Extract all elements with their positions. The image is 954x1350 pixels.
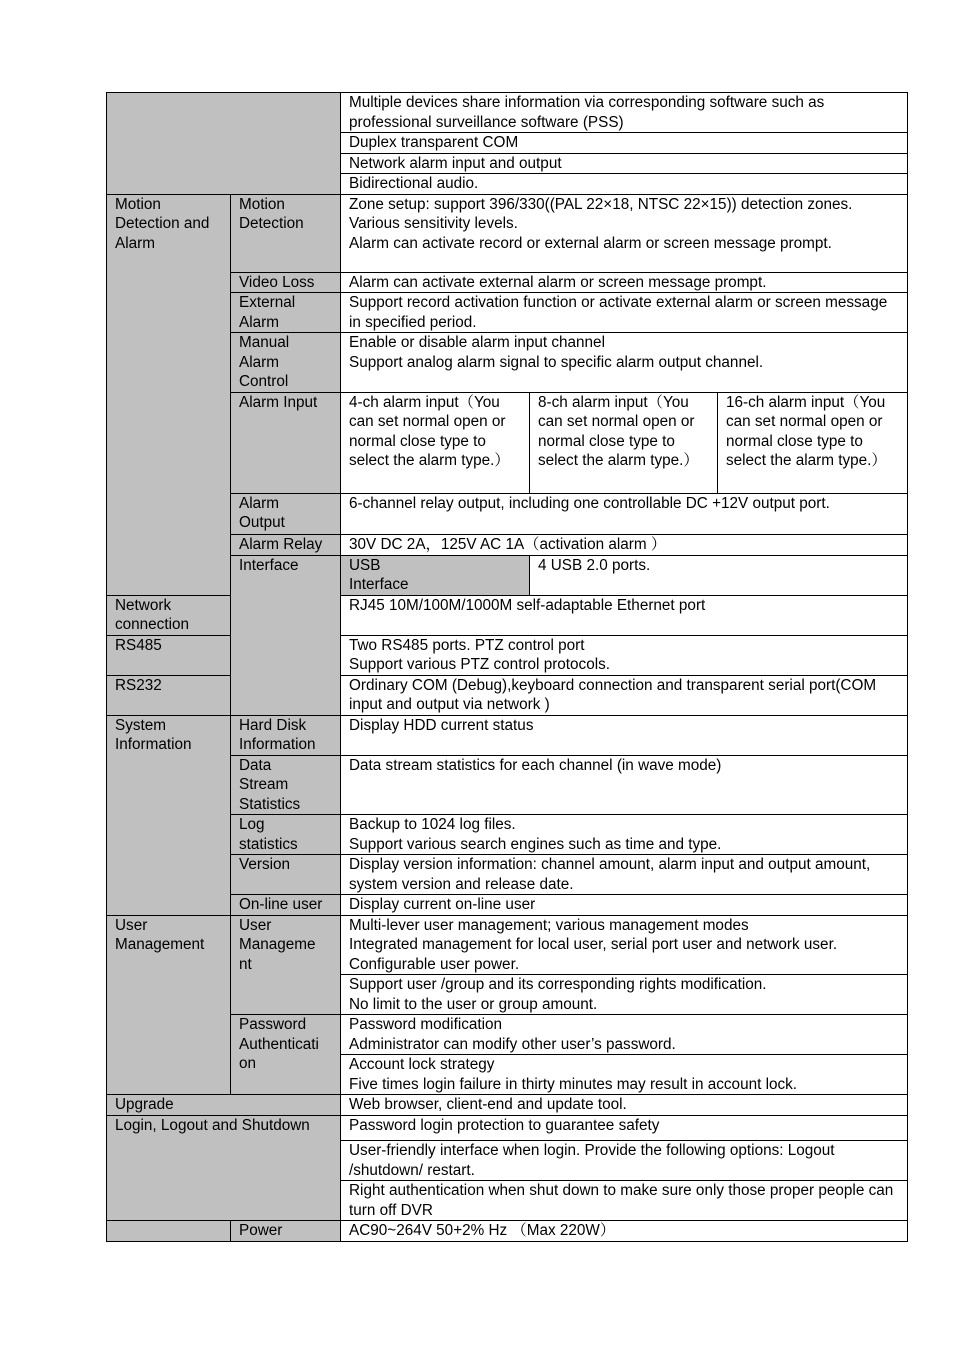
alarm-output-value: 6-channel relay output, including one controllable DC +12V output port. <box>341 493 908 534</box>
usb-label: USB Interface <box>341 555 530 595</box>
hdd-label: Hard Disk Information <box>231 715 341 755</box>
alarm-input-16ch: 16-ch alarm input（You can set normal open or normal close type to select the alarm type.） <box>718 392 908 493</box>
network-value: RJ45 10M/100M/1000M self-adaptable Ethernet port <box>341 595 908 635</box>
table-row <box>107 93 908 133</box>
table-row <box>107 635 908 675</box>
table-row <box>107 1095 908 1116</box>
table-row <box>107 915 908 975</box>
table-row <box>107 194 908 272</box>
login-value-3: Right authentication when shut down to make sure only those proper people can turn off DVR <box>341 1181 908 1221</box>
spec-table <box>106 92 908 1242</box>
upgrade-value: Web browser, client-end and update tool. <box>341 1095 908 1116</box>
user-mgmt-value-1: Multi-lever user management; various management modes Integrated management for local user, serial port user and network user. Configurable user power. <box>341 915 908 975</box>
power-label: Power <box>231 1221 341 1242</box>
alarm-input-4ch: 4-ch alarm input（You can set normal open or normal close type to select the alarm type.） <box>341 392 530 493</box>
login-label: Login, Logout and Shutdown <box>107 1116 341 1221</box>
table-row <box>107 1116 908 1141</box>
user-mgmt-value-2: Support user /group and its corresponding rights modification. No limit to the user or group amount. <box>341 975 908 1015</box>
log-value: Backup to 1024 log files. Support various search engines such as time and type. <box>341 815 908 855</box>
password-label: Password Authenticati on <box>231 1015 341 1095</box>
network-misc-cell <box>107 93 341 195</box>
version-value: Display version information: channel amount, alarm input and output amount, system version and release date. <box>341 855 908 895</box>
power-value: AC90~264V 50+2% Hz （Max 220W） <box>341 1221 908 1242</box>
net-alarm-value: Network alarm input and output <box>341 153 908 174</box>
user-mgmt-label: User Manageme nt <box>231 915 341 1015</box>
user-category: User Management <box>107 915 231 1095</box>
interface-category: Interface <box>231 555 341 715</box>
log-label: Log statistics <box>231 815 341 855</box>
rs232-value: Ordinary COM (Debug),keyboard connection and transparent serial port(COM input and output via network ) <box>341 675 908 715</box>
login-value-2: User-friendly interface when login. Provide the following options: Logout /shutdown/ restart. <box>341 1141 908 1181</box>
external-alarm-value: Support record activation function or activate external alarm or screen message in specified period. <box>341 293 908 333</box>
rs485-value: Two RS485 ports. PTZ control port Support various PTZ control protocols. <box>341 635 908 675</box>
version-label: Version <box>231 855 341 895</box>
video-loss-label: Video Loss <box>231 272 341 293</box>
hdd-value: Display HDD current status <box>341 715 908 755</box>
manual-alarm-value: Enable or disable alarm input channel Support analog alarm signal to specific alarm output channel. <box>341 333 908 393</box>
login-value-1: Password login protection to guarantee safety <box>341 1116 908 1141</box>
network-label: Network connection <box>107 595 231 635</box>
alarm-relay-value: 30V DC 2A，125V AC 1A（activation alarm ） <box>341 534 908 555</box>
video-loss-value: Alarm can activate external alarm or screen message prompt. <box>341 272 908 293</box>
password-value-1: Password modification Administrator can modify other user’s password. <box>341 1015 908 1055</box>
alarm-relay-label: Alarm Relay <box>231 534 341 555</box>
power-category-cell <box>107 1221 231 1242</box>
table-row <box>107 715 908 755</box>
password-value-2: Account lock strategy Five times login failure in thirty minutes may result in account lock. <box>341 1055 908 1095</box>
motion-detection-value: Zone setup: support 396/330((PAL 22×18, NTSC 22×15)) detection zones. Various sensitivity levels. Alarm can activate record or external alarm or screen message prompt. <box>341 194 908 272</box>
external-alarm-label: External Alarm <box>231 293 341 333</box>
duplex-value: Duplex transparent COM <box>341 133 908 154</box>
table-row <box>107 595 908 635</box>
usb-value: 4 USB 2.0 ports. <box>530 555 908 595</box>
manual-alarm-label: Manual Alarm Control <box>231 333 341 393</box>
alarm-input-8ch: 8-ch alarm input（You can set normal open or normal close type to select the alarm type.） <box>530 392 718 493</box>
rs232-label: RS232 <box>107 675 231 715</box>
stream-value: Data stream statistics for each channel (in wave mode) <box>341 755 908 815</box>
alarm-input-label: Alarm Input <box>231 392 341 493</box>
stream-label: Data Stream Statistics <box>231 755 341 815</box>
online-label: On-line user <box>231 895 341 916</box>
online-value: Display current on-line user <box>341 895 908 916</box>
system-category: System Information <box>107 715 231 915</box>
alarm-output-label: Alarm Output <box>231 493 341 534</box>
motion-detection-label: Motion Detection <box>231 194 341 272</box>
table-row <box>107 1221 908 1242</box>
pss-value: Multiple devices share information via corresponding software such as professional surveillance software (PSS) <box>341 93 908 133</box>
table-row <box>107 675 908 715</box>
audio-value: Bidirectional audio. <box>341 174 908 195</box>
motion-category: Motion Detection and Alarm <box>107 194 231 595</box>
upgrade-label: Upgrade <box>107 1095 341 1116</box>
rs485-label: RS485 <box>107 635 231 675</box>
